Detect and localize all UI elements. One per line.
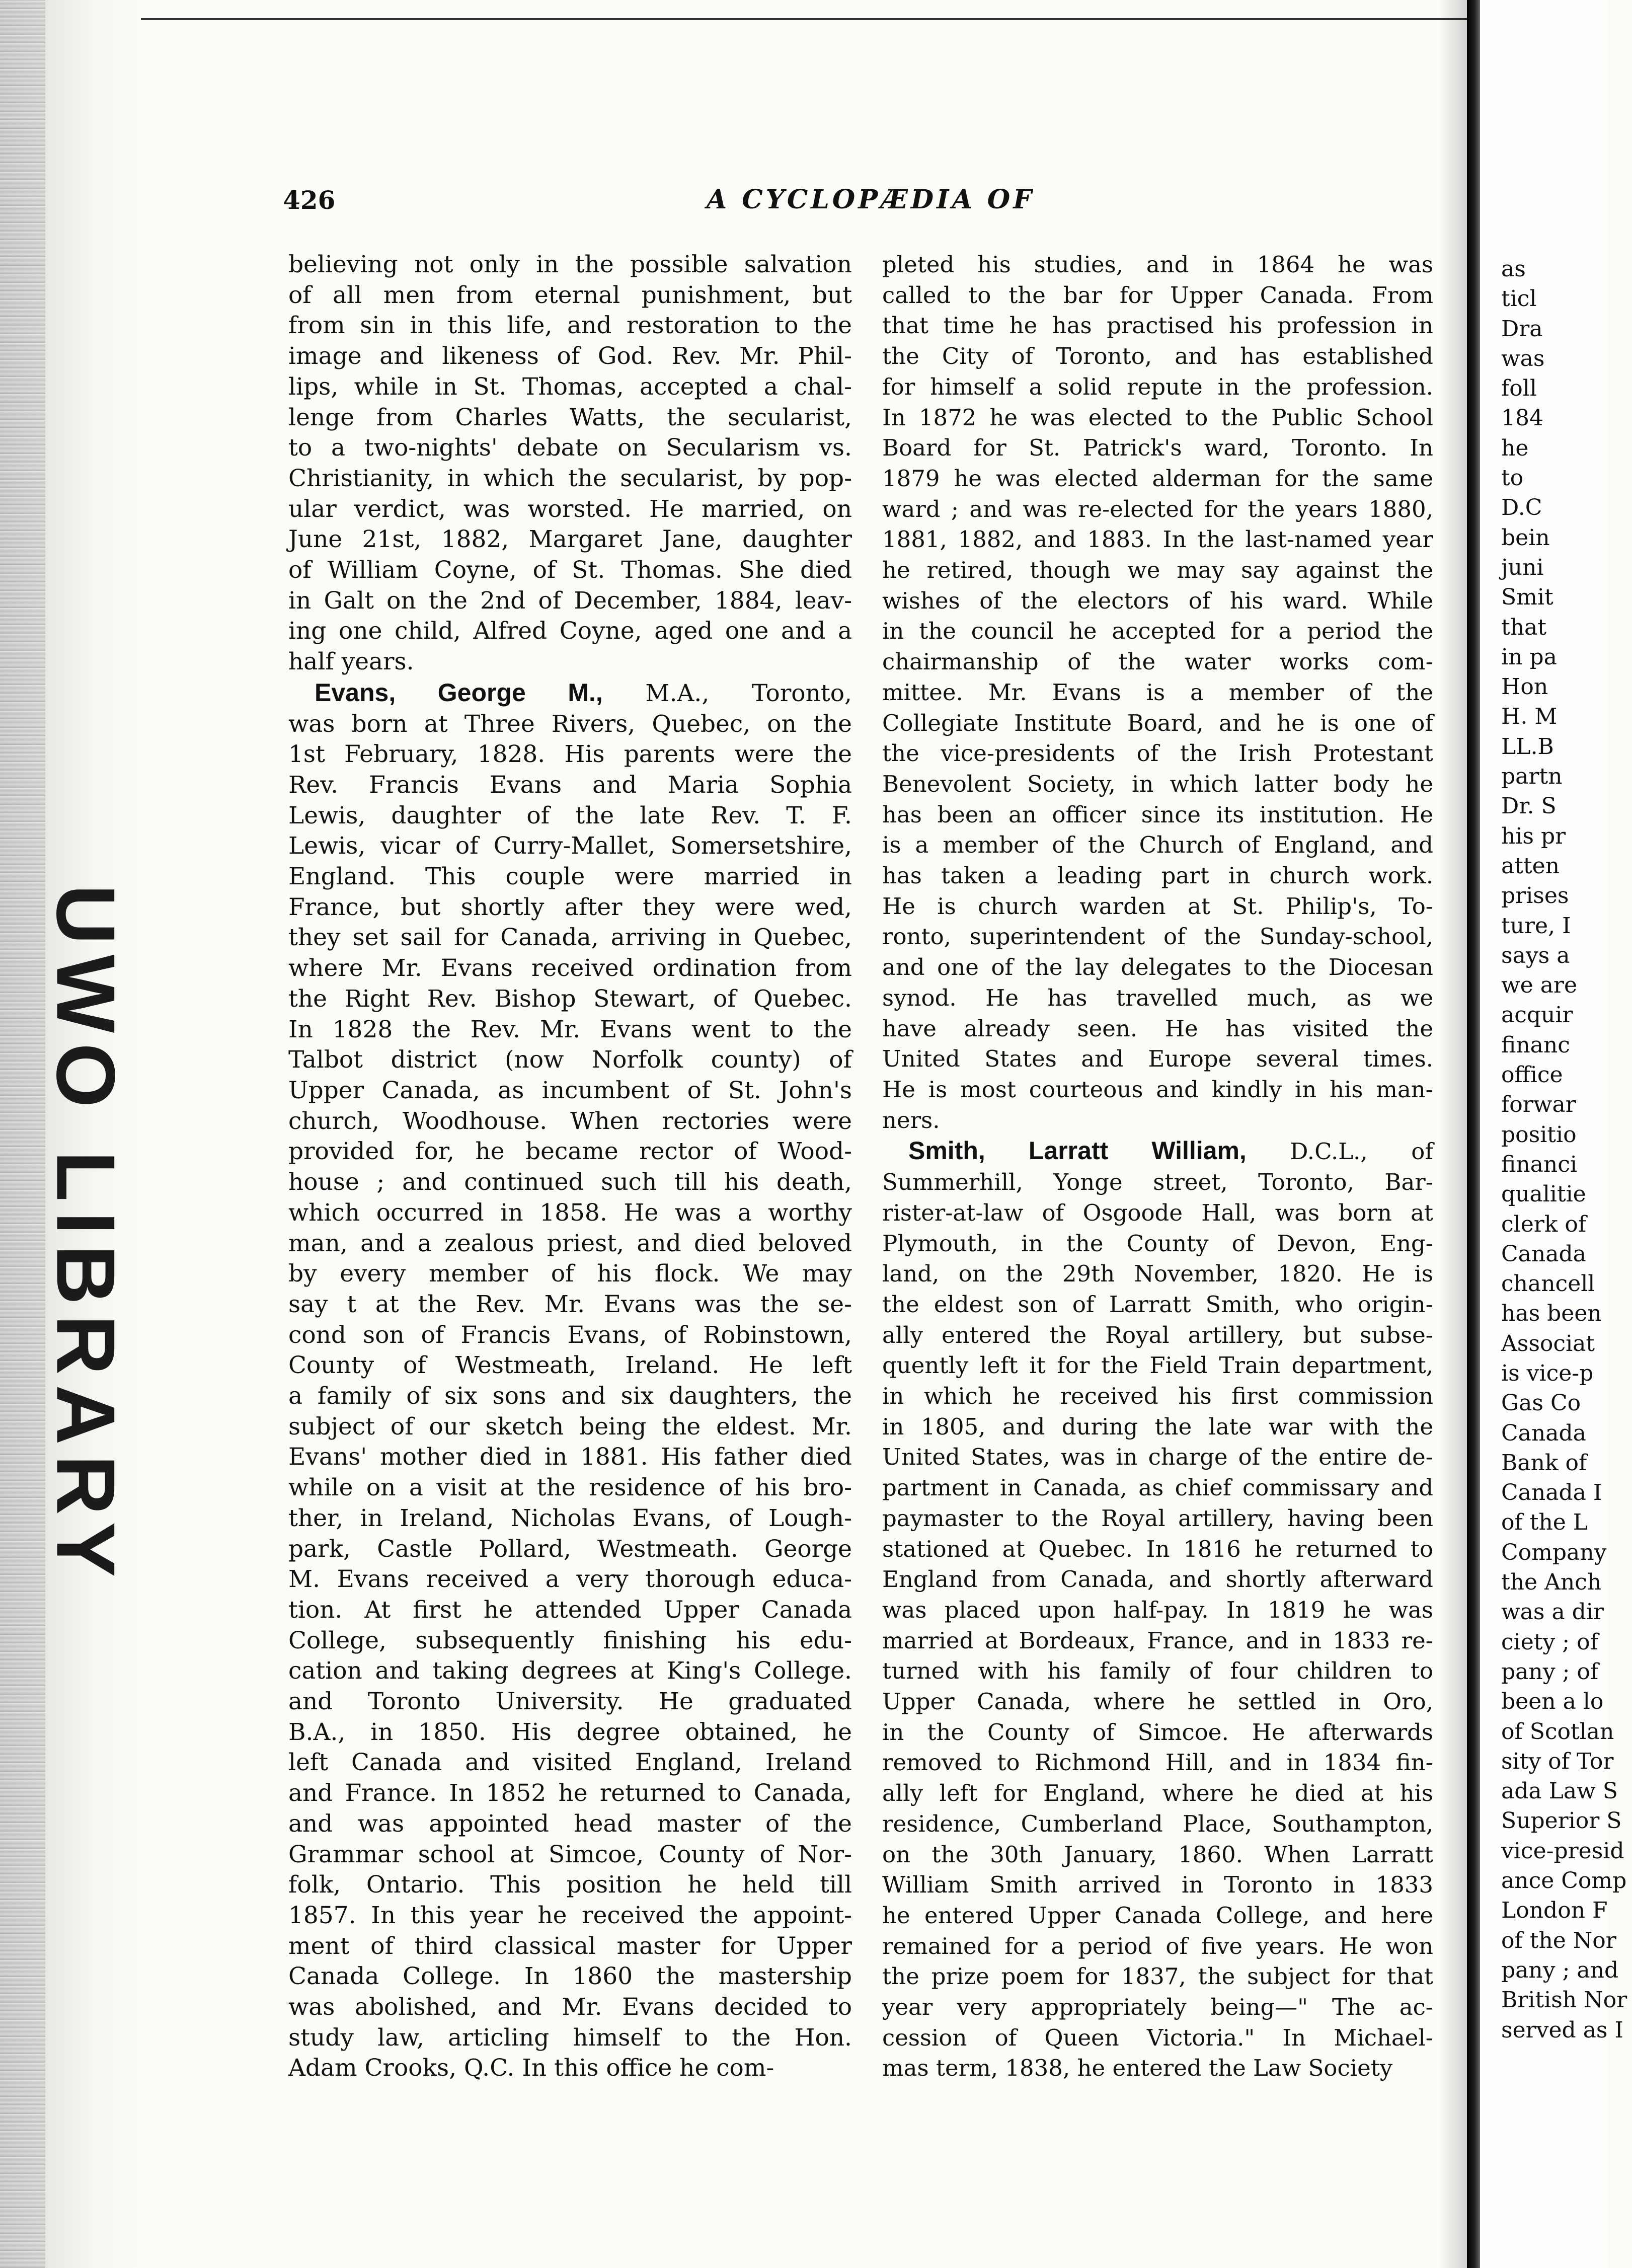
entry-name: Smith, Larratt William, bbox=[908, 1137, 1247, 1165]
text-line: ular verdict, was worsted. He married, on bbox=[288, 495, 852, 523]
text-line: Adam Crooks, Q.C. In this office he com- bbox=[288, 2054, 774, 2082]
facing-page-fragment: office bbox=[1501, 1062, 1563, 1088]
facing-page-fragment: atten bbox=[1501, 853, 1560, 879]
facing-page-fragment: Company bbox=[1501, 1539, 1607, 1565]
facing-page-fragment: has been bbox=[1501, 1301, 1602, 1327]
text-line: the prize poem for 1837, the subject for that bbox=[882, 1963, 1433, 1990]
text-line: in Galt on the 2nd of December, 1884, leav- bbox=[288, 586, 852, 615]
facing-page-fragment: financi bbox=[1501, 1151, 1577, 1177]
text-line: quently left it for the Field Train department, bbox=[882, 1352, 1433, 1379]
text-line: in which he received his first commission bbox=[882, 1383, 1433, 1410]
facing-page-fragment: been a lo bbox=[1501, 1689, 1604, 1715]
text-line: Plymouth, in the County of Devon, Eng- bbox=[882, 1230, 1433, 1257]
text-line: and France. In 1852 he returned to Canada, bbox=[288, 1779, 852, 1807]
facing-page-fragment: ciety ; of bbox=[1501, 1629, 1598, 1655]
text-line: Upper Canada, where he settled in Oro, bbox=[882, 1688, 1433, 1715]
facing-page-fragment: of Scotlan bbox=[1501, 1718, 1614, 1745]
text-line: land, on the 29th November, 1820. He is bbox=[882, 1260, 1433, 1288]
text-line: mittee. Mr. Evans is a member of the bbox=[882, 678, 1433, 706]
facing-page-fragment: in pa bbox=[1501, 644, 1557, 670]
text-line: William Smith arrived in Toronto in 1833 bbox=[882, 1871, 1433, 1899]
running-head: A CYCLOPÆDIA OF bbox=[706, 184, 1035, 215]
text-line: the vice-presidents of the Irish Protestant bbox=[882, 740, 1433, 767]
library-stamp-text: UWO LIBRARY bbox=[39, 884, 132, 1587]
text-line: turned with his family of four children to bbox=[882, 1657, 1433, 1685]
left-column bbox=[288, 250, 852, 2084]
facing-page-fragment: bein bbox=[1501, 524, 1550, 551]
facing-page-fragment: British Nor bbox=[1501, 1987, 1627, 2013]
facing-page-fragment: forwar bbox=[1501, 1092, 1576, 1118]
text-line: the eldest son of Larratt Smith, who origin- bbox=[882, 1291, 1433, 1318]
text-line: ward ; and was re-elected for the years 1880, bbox=[882, 495, 1433, 522]
text-line: study law, articling himself to the Hon. bbox=[288, 2023, 852, 2052]
text-line: France, but shortly after they were wed, bbox=[288, 893, 852, 921]
entry-heading-line bbox=[882, 1136, 1433, 1167]
facing-page-fragment: ada Law S bbox=[1501, 1778, 1618, 1804]
facing-page-fragment: Superior S bbox=[1501, 1808, 1622, 1834]
text-line: In 1872 he was elected to the Public School bbox=[882, 404, 1433, 431]
text-line: folk, Ontario. This position he held till bbox=[288, 1871, 852, 1899]
text-line: paymaster to the Royal artillery, having been bbox=[882, 1504, 1433, 1532]
facing-page-fragment: partn bbox=[1501, 764, 1563, 790]
facing-page-fragment: D.C bbox=[1501, 495, 1542, 521]
text-line: church, Woodhouse. When rectories were bbox=[288, 1107, 852, 1135]
text-line: image and likeness of God. Rev. Mr. Phil- bbox=[288, 342, 852, 370]
text-line: in the council he accepted for a period the bbox=[882, 618, 1433, 645]
facing-page-fragment: positio bbox=[1501, 1121, 1577, 1148]
facing-page-fragment: financ bbox=[1501, 1032, 1570, 1058]
facing-page-fragment: is vice-p bbox=[1501, 1360, 1594, 1386]
facing-page-fragment: Dra bbox=[1501, 316, 1543, 342]
facing-page-fragment: we are bbox=[1501, 972, 1577, 999]
text-line: United States, was in charge of the entire de- bbox=[882, 1444, 1433, 1471]
text-line: by every member of his flock. We may bbox=[288, 1260, 852, 1288]
text-line: England from Canada, and shortly afterward bbox=[882, 1566, 1433, 1593]
text-line: year very appropriately being—" The ac- bbox=[882, 1994, 1433, 2021]
facing-page-fragment: foll bbox=[1501, 375, 1537, 402]
facing-page-fragment: ticl bbox=[1501, 286, 1537, 312]
right-column bbox=[882, 250, 1433, 2084]
text-line: half years. bbox=[288, 648, 414, 676]
facing-page-fragment: chancell bbox=[1501, 1271, 1595, 1297]
text-line: where Mr. Evans received ordination from bbox=[288, 954, 852, 982]
text-line: United States and Europe several times. bbox=[882, 1045, 1433, 1073]
text-line: of William Coyne, of St. Thomas. She died bbox=[288, 556, 852, 584]
text-line: 1881, 1882, and 1883. In the last-named year bbox=[882, 526, 1433, 553]
text-line: Canada College. In 1860 the mastership bbox=[288, 1962, 852, 1991]
facing-page-fragment: London F bbox=[1501, 1898, 1608, 1924]
text-line: in the County of Simcoe. He afterwards bbox=[882, 1718, 1433, 1746]
text-line: College, subsequently finishing his edu- bbox=[288, 1626, 852, 1654]
entry-credentials: D.C.L., of bbox=[1246, 1138, 1433, 1165]
text-line: in 1805, and during the late war with the bbox=[882, 1413, 1433, 1440]
facing-page-fragment: Bank of bbox=[1501, 1450, 1587, 1476]
facing-page-fragment: the Anch bbox=[1501, 1569, 1602, 1596]
text-line: house ; and continued such till his death, bbox=[288, 1168, 852, 1196]
text-line: has been an officer since its institution. He bbox=[882, 801, 1433, 828]
facing-page-fragment: prises bbox=[1501, 883, 1569, 909]
facing-page-fragment: Canada I bbox=[1501, 1480, 1602, 1506]
text-line: removed to Richmond Hill, and in 1834 fin- bbox=[882, 1749, 1433, 1776]
page-number: 426 bbox=[283, 185, 336, 215]
text-line: ally left for England, where he died at his bbox=[882, 1780, 1433, 1807]
text-line: He is most courteous and kindly in his man- bbox=[882, 1076, 1433, 1103]
facing-page-fragment: as bbox=[1501, 256, 1526, 282]
facing-page-fragment: vice-presid bbox=[1501, 1838, 1624, 1864]
text-line: on the 30th January, 1860. When Larratt bbox=[882, 1841, 1433, 1868]
library-stamp bbox=[20, 884, 151, 1587]
text-line: was abolished, and Mr. Evans decided to bbox=[288, 1993, 852, 2021]
facing-page-fragment: Canada bbox=[1501, 1420, 1586, 1446]
text-line: ally entered the Royal artillery, but subse- bbox=[882, 1321, 1433, 1348]
text-line: was placed upon half-pay. In 1819 he was bbox=[882, 1596, 1433, 1623]
text-line: synod. He has travelled much, as we bbox=[882, 984, 1433, 1011]
text-line: that time he has practised his profession in bbox=[882, 312, 1433, 339]
book-spine bbox=[1467, 0, 1480, 2268]
facing-page-edge bbox=[1467, 0, 1627, 2268]
facing-page-fragment: Canada bbox=[1501, 1241, 1586, 1267]
text-line: Lewis, daughter of the late Rev. T. F. bbox=[288, 801, 852, 829]
text-line: Summerhill, Yonge street, Toronto, Bar- bbox=[882, 1169, 1433, 1196]
top-page-edge bbox=[141, 18, 1469, 27]
text-line: 1879 he was elected alderman for the same bbox=[882, 465, 1433, 492]
facing-page-fragment: acquir bbox=[1501, 1002, 1573, 1028]
facing-page-fragment: pany ; and bbox=[1501, 1957, 1619, 1983]
facing-page-fragment: qualitie bbox=[1501, 1181, 1586, 1207]
text-line: Upper Canada, as incumbent of St. John's bbox=[288, 1076, 852, 1104]
facing-page-fragment: of the Nor bbox=[1501, 1927, 1616, 1953]
text-line: the Right Rev. Bishop Stewart, of Quebec. bbox=[288, 985, 852, 1013]
entry-name: Evans, George M., bbox=[315, 678, 603, 707]
facing-page-fragment: pany ; of bbox=[1501, 1658, 1599, 1685]
entry-credentials: M.A., Toronto, bbox=[602, 679, 852, 707]
text-line: Benevolent Society, in which latter body he bbox=[882, 770, 1433, 797]
facing-page-fragment: was a dir bbox=[1501, 1599, 1604, 1625]
text-line: M. Evans received a very thorough educa- bbox=[288, 1565, 852, 1594]
text-line: Talbot district (now Norfolk county) of bbox=[288, 1046, 852, 1074]
text-line: of all men from eternal punishment, but bbox=[288, 281, 852, 309]
text-line: subject of our sketch being the eldest. Mr. bbox=[288, 1412, 852, 1441]
text-line: a family of six sons and six daughters, the bbox=[288, 1382, 852, 1410]
text-line: stationed at Quebec. In 1816 he returned to bbox=[882, 1535, 1433, 1562]
entry-heading-line bbox=[288, 677, 852, 709]
facing-page-fragment: ance Comp bbox=[1501, 1868, 1627, 1894]
text-line: June 21st, 1882, Margaret Jane, daughter bbox=[288, 525, 852, 554]
facing-page-fragment: H. M bbox=[1501, 704, 1558, 730]
text-line: ment of third classical master for Upper bbox=[288, 1932, 852, 1960]
text-line: was born at Three Rivers, Quebec, on the bbox=[288, 710, 852, 738]
facing-page-fragment: Dr. S bbox=[1501, 793, 1557, 819]
text-line: park, Castle Pollard, Westmeath. George bbox=[288, 1535, 852, 1563]
facing-page-fragment: juni bbox=[1501, 554, 1544, 580]
text-line: Christianity, in which the secularist, by pop- bbox=[288, 464, 852, 492]
text-line: lenge from Charles Watts, the secularist, bbox=[288, 403, 852, 431]
text-line: wishes of the electors of his ward. While bbox=[882, 587, 1433, 614]
text-line: and was appointed head master of the bbox=[288, 1809, 852, 1838]
text-line: England. This couple were married in bbox=[288, 863, 852, 891]
text-line: say t at the Rev. Mr. Evans was the se- bbox=[288, 1290, 852, 1318]
text-line: to a two-nights' debate on Secularism vs. bbox=[288, 434, 852, 462]
text-line: pleted his studies, and in 1864 he was bbox=[882, 251, 1433, 278]
facing-page-fragment: ture, I bbox=[1501, 913, 1571, 939]
text-line: Collegiate Institute Board, and he is one of bbox=[882, 709, 1433, 736]
text-line: residence, Cumberland Place, Southampton, bbox=[882, 1810, 1433, 1837]
facing-page-fragment: was bbox=[1501, 345, 1545, 371]
facing-page-fragment: his pr bbox=[1501, 823, 1566, 849]
text-line: he retired, though we may say against the bbox=[882, 557, 1433, 584]
text-line: rister-at-law of Osgoode Hall, was born at bbox=[882, 1199, 1433, 1226]
text-line: he entered Upper Canada College, and here bbox=[882, 1902, 1433, 1929]
text-line: man, and a zealous priest, and died beloved bbox=[288, 1229, 852, 1257]
text-line: married at Bordeaux, France, and in 1833 re- bbox=[882, 1627, 1433, 1654]
facing-page-fragment: LL.B bbox=[1501, 733, 1554, 760]
facing-page-fragment: of the L bbox=[1501, 1509, 1588, 1536]
text-line: County of Westmeath, Ireland. He left bbox=[288, 1351, 852, 1380]
text-line: and Toronto University. He graduated bbox=[288, 1688, 852, 1716]
facing-page-fragment: Hon bbox=[1501, 674, 1548, 700]
text-line: Evans' mother died in 1881. His father died bbox=[288, 1443, 852, 1471]
text-line: left Canada and visited England, Ireland bbox=[288, 1749, 852, 1777]
facing-page-fragment: Gas Co bbox=[1501, 1390, 1581, 1416]
text-line: believing not only in the possible salvation bbox=[288, 251, 852, 278]
text-line: 1st February, 1828. His parents were the bbox=[288, 740, 852, 769]
text-line: they set sail for Canada, arriving in Quebec, bbox=[288, 924, 852, 952]
text-line: partment in Canada, as chief commissary and bbox=[882, 1474, 1433, 1501]
text-line: remained for a period of five years. He won bbox=[882, 1932, 1433, 1959]
text-line: which occurred in 1858. He was a worthy bbox=[288, 1198, 852, 1227]
text-line: Grammar school at Simcoe, County of Nor- bbox=[288, 1840, 852, 1868]
text-line: cond son of Francis Evans, of Robinstown, bbox=[288, 1321, 852, 1349]
text-line: B.A., in 1850. His degree obtained, he bbox=[288, 1718, 852, 1746]
text-line: mas term, 1838, he entered the Law Society bbox=[882, 2055, 1393, 2082]
text-line: In 1828 the Rev. Mr. Evans went to the bbox=[288, 1015, 852, 1043]
text-line: for himself a solid repute in the profession. bbox=[882, 373, 1433, 400]
text-line: ther, in Ireland, Nicholas Evans, of Lough- bbox=[288, 1504, 852, 1532]
text-line: called to the bar for Upper Canada. From bbox=[882, 281, 1433, 309]
text-line: is a member of the Church of England, and bbox=[882, 831, 1433, 859]
text-line: He is church warden at St. Philip's, To- bbox=[882, 892, 1433, 920]
text-line: cession of Queen Victoria." In Michael- bbox=[882, 2024, 1433, 2051]
text-line: and one of the lay delegates to the Diocesan bbox=[882, 954, 1433, 981]
text-line: Lewis, vicar of Curry-Mallet, Somersetshire, bbox=[288, 832, 852, 860]
text-line: ing one child, Alfred Coyne, aged one and a bbox=[288, 617, 852, 645]
facing-page-fragment: says a bbox=[1501, 942, 1570, 968]
text-line: from sin in this life, and restoration to the bbox=[288, 312, 852, 340]
facing-page-fragment: served as I bbox=[1501, 2017, 1623, 2043]
facing-page-fragment: to bbox=[1501, 465, 1524, 491]
text-line: Rev. Francis Evans and Maria Sophia bbox=[288, 771, 852, 799]
text-line: has taken a leading part in church work. bbox=[882, 862, 1433, 889]
text-line: while on a visit at the residence of his bro- bbox=[288, 1474, 852, 1502]
text-line: lips, while in St. Thomas, accepted a chal- bbox=[288, 372, 852, 401]
facing-page-fragment: he bbox=[1501, 435, 1529, 461]
page-fold-shadow bbox=[1439, 0, 1469, 2268]
text-line: the City of Toronto, and has established bbox=[882, 343, 1433, 370]
facing-page-fragment: Associat bbox=[1501, 1330, 1595, 1356]
facing-page-fragment: that bbox=[1501, 614, 1546, 640]
text-line: 1857. In this year he received the appoint- bbox=[288, 1901, 852, 1929]
facing-page-fragment: clerk of bbox=[1501, 1211, 1587, 1237]
text-line: ronto, superintendent of the Sunday-school, bbox=[882, 923, 1433, 950]
facing-page-fragment: 184 bbox=[1501, 405, 1543, 431]
facing-page-fragment: Smit bbox=[1501, 584, 1553, 611]
facing-page-fragment: sity of Tor bbox=[1501, 1748, 1614, 1774]
text-line: chairmanship of the water works com- bbox=[882, 648, 1433, 675]
text-line: provided for, he became rector of Wood- bbox=[288, 1138, 852, 1166]
text-line: ners. bbox=[882, 1106, 940, 1133]
text-line: cation and taking degrees at King's College. bbox=[288, 1657, 852, 1685]
facing-page-text bbox=[1501, 254, 1632, 2045]
text-line: tion. At first he attended Upper Canada bbox=[288, 1596, 852, 1624]
text-line: have already seen. He has visited the bbox=[882, 1015, 1433, 1042]
text-line: Board for St. Patrick's ward, Toronto. In bbox=[882, 434, 1433, 462]
